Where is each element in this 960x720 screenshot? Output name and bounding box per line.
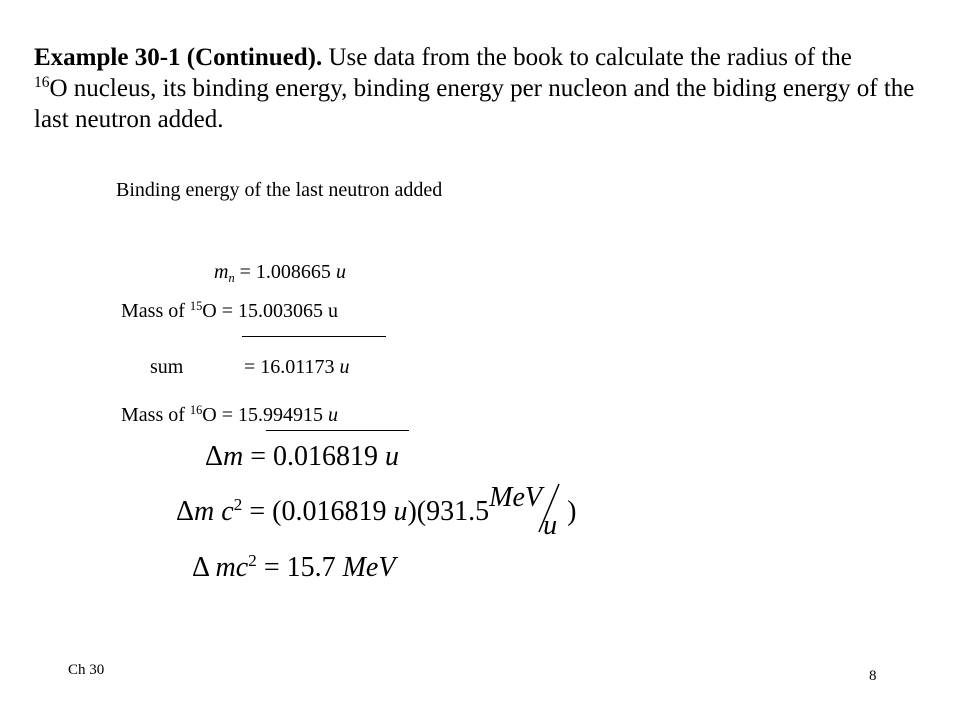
- neutron-mass-line: [214, 260, 346, 284]
- eq2-delta: Δ: [176, 496, 195, 527]
- title-mass-number: 16: [34, 74, 50, 92]
- mn-unit: u: [335, 261, 346, 283]
- sum-unit: u: [339, 356, 350, 378]
- eq1-unit: u: [385, 441, 400, 472]
- energy-conversion-equation: [176, 482, 577, 556]
- eq3-value: = 15.7: [256, 552, 343, 583]
- eq2-var: m c: [194, 496, 234, 527]
- sum-value-line: [244, 355, 350, 379]
- o16-value: O = 15.994915: [202, 404, 329, 426]
- eq1-delta: Δ: [205, 441, 224, 472]
- eq2-exponent: 2: [233, 495, 243, 515]
- slide-title: [34, 42, 924, 135]
- eq3-exponent: 2: [248, 551, 257, 571]
- eq2-frac-denominator: u: [543, 510, 558, 541]
- eq2-factor: )(931.5: [407, 496, 490, 527]
- eq2-value: = (0.016819: [242, 496, 394, 527]
- page-number: 8: [869, 668, 877, 684]
- o15-value: O = 15.003065 u: [202, 300, 339, 322]
- difference-divider-line: [266, 430, 409, 431]
- o16-label: Mass of: [121, 404, 190, 426]
- eq3-var: mc: [215, 552, 249, 583]
- sum-value: = 16.01173: [244, 356, 340, 378]
- eq3-unit: MeV: [342, 552, 396, 583]
- title-text-2: O nucleus, its binding energy, binding energy per nucleon and the biding energy of the last neutron added.: [34, 75, 915, 133]
- mn-value: = 1.008665: [234, 261, 336, 283]
- eq2-frac-numerator: MeV: [489, 482, 542, 513]
- eq2-close-paren: ): [567, 496, 577, 527]
- sum-divider-line: [242, 336, 386, 337]
- eq1-var: m: [223, 441, 244, 472]
- mass-defect-equation: [205, 441, 399, 473]
- sum-label: sum: [150, 356, 184, 378]
- sum-line: [150, 355, 183, 379]
- mn-symbol: m: [214, 261, 229, 283]
- example-heading: Example 30-1 (Continued).: [34, 44, 323, 71]
- mn-subscript: n: [228, 271, 235, 286]
- eq2-fraction: [489, 482, 567, 541]
- o16-unit: u: [328, 404, 339, 426]
- title-text-1: Use data from the book to calculate the radius of the: [322, 44, 852, 71]
- o15-mass-line: [121, 299, 338, 323]
- o15-label: Mass of: [121, 300, 190, 322]
- footer-chapter: Ch 30: [68, 662, 105, 678]
- eq3-delta: Δ: [192, 552, 216, 583]
- o16-mass-line: [121, 403, 338, 427]
- o16-mass-number: 16: [189, 403, 203, 418]
- eq1-value: = 0.016819: [243, 441, 386, 472]
- eq2-unit: u: [393, 496, 408, 527]
- section-subtitle: Binding energy of the last neutron added: [116, 179, 443, 201]
- binding-energy-result: [192, 552, 395, 584]
- o15-mass-number: 15: [189, 299, 203, 314]
